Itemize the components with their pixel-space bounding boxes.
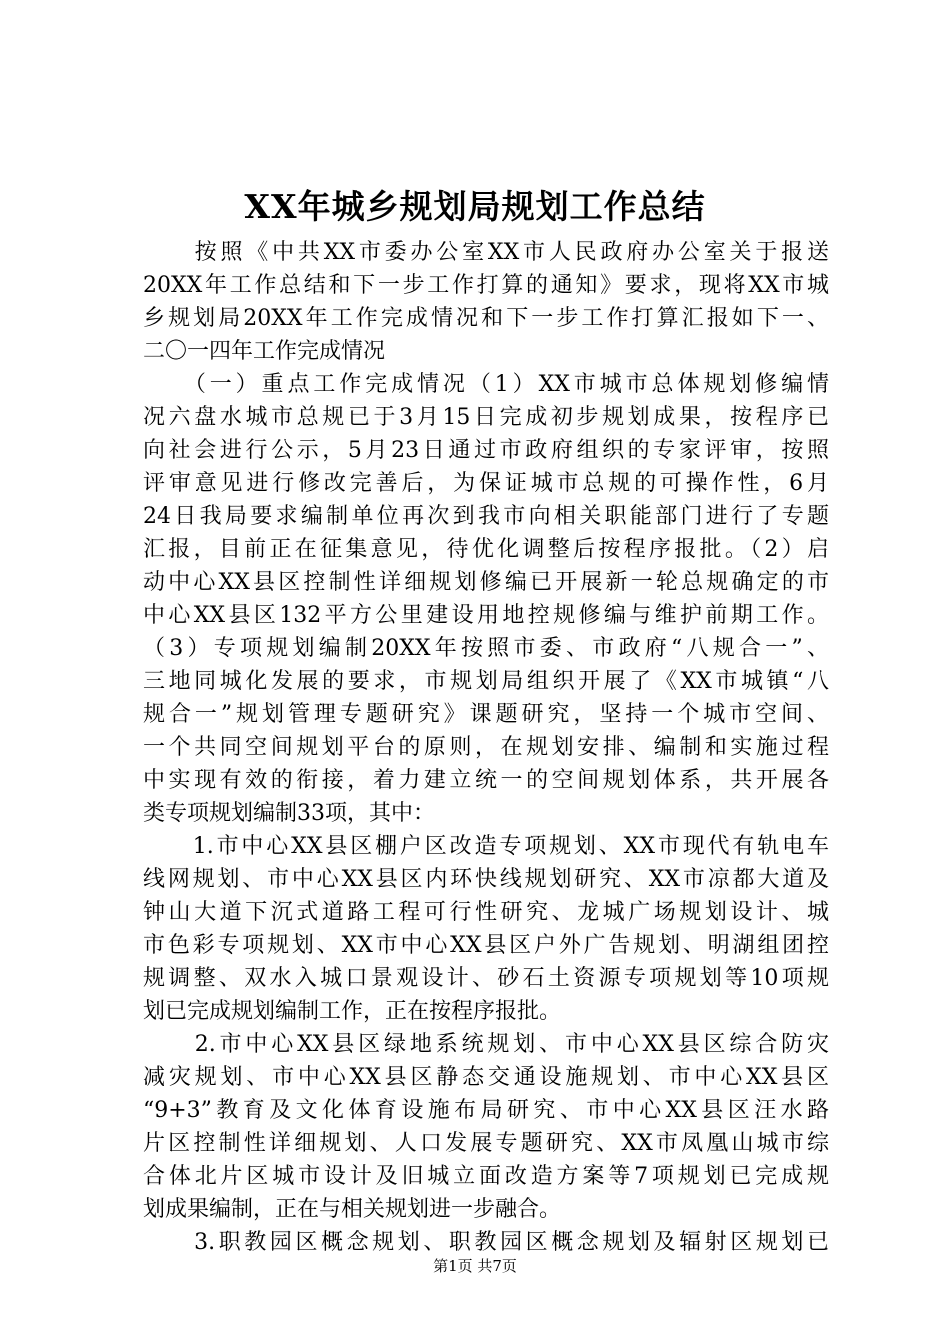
body-text-line: “9+3”教育及文化体育设施布局研究、市中心XX县区汪水路 <box>143 1098 829 1123</box>
body-text-line: 乡规划局20XX年工作完成情况和下一步工作打算汇报如下一、 <box>143 306 829 331</box>
body-text-line: 24日我局要求编制单位再次到我市向相关职能部门进行了专题 <box>143 504 829 529</box>
body-text-line: 1.市中心XX县区棚户区改造专项规划、XX市现代有轨电车 <box>143 834 829 859</box>
body-text-line: 20XX年工作总结和下一步工作打算的通知》要求，现将XX市城 <box>143 273 829 298</box>
body-text-line: 2.市中心XX县区绿地系统规划、市中心XX县区综合防灾 <box>143 1032 829 1057</box>
body-text-line: 类专项规划编制33项，其中： <box>143 801 435 826</box>
body-text-line: 3.职教园区概念规划、职教园区概念规划及辐射区规划已 <box>143 1230 829 1255</box>
page-footer: 第1页 共7页 <box>433 1257 517 1275</box>
body-text-line: 按照《中共XX市委办公室XX市人民政府办公室关于报送 <box>143 240 829 265</box>
body-text-line: 线网规划、市中心XX县区内环快线规划研究、XX市凉都大道及 <box>143 867 829 892</box>
body-text-line: 规合一”规划管理专题研究》课题研究，坚持一个城市空间、 <box>143 702 829 727</box>
body-text-line: 划已完成规划编制工作，正在按程序报批。 <box>143 999 562 1024</box>
body-text-line: 汇报，目前正在征集意见，待优化调整后按程序报批。（2）启 <box>143 537 829 562</box>
body-text-line: （一）重点工作完成情况（1）XX市城市总体规划修编情 <box>143 372 829 397</box>
body-text-line: （3）专项规划编制20XX年按照市委、市政府“八规合一”、 <box>143 636 829 661</box>
body-text-line: 中实现有效的衔接，着力建立统一的空间规划体系，共开展各 <box>143 768 829 793</box>
body-text-line: 划成果编制，正在与相关规划进一步融合。 <box>143 1197 562 1222</box>
body-text-line: 钟山大道下沉式道路工程可行性研究、龙城广场规划设计、城 <box>143 900 829 925</box>
body-text-line: 规调整、双水入城口景观设计、砂石土资源专项规划等10项规 <box>143 966 829 991</box>
body-text-line: 中心XX县区132平方公里建设用地控规修编与维护前期工作。 <box>143 603 829 628</box>
body-text-line: 二〇一四年工作完成情况 <box>143 339 386 364</box>
body-text-line: 动中心XX县区控制性详细规划修编已开展新一轮总规确定的市 <box>143 570 829 595</box>
body-text-line: 合体北片区城市设计及旧城立面改造方案等7项规划已完成规 <box>143 1164 829 1189</box>
body-text-line: 市色彩专项规划、XX市中心XX县区户外广告规划、明湖组团控 <box>143 933 829 958</box>
body-text-line: 片区控制性详细规划、人口发展专题研究、XX市凤凰山城市综 <box>143 1131 829 1156</box>
body-text-line: 向社会进行公示，5月23日通过市政府组织的专家评审，按照 <box>143 438 829 463</box>
body-text-line: 三地同城化发展的要求，市规划局组织开展了《XX市城镇“八 <box>143 669 829 694</box>
document-title: XX年城乡规划局规划工作总结 <box>244 187 706 226</box>
body-text-line: 一个共同空间规划平台的原则，在规划安排、编制和实施过程 <box>143 735 829 760</box>
body-text-line: 评审意见进行修改完善后，为保证城市总规的可操作性，6月 <box>143 471 829 496</box>
document-body <box>143 236 829 1259</box>
body-text-line: 减灾规划、市中心XX县区静态交通设施规划、市中心XX县区 <box>143 1065 829 1090</box>
body-text-line: 况六盘水城市总规已于3月15日完成初步规划成果，按程序已 <box>143 405 829 430</box>
